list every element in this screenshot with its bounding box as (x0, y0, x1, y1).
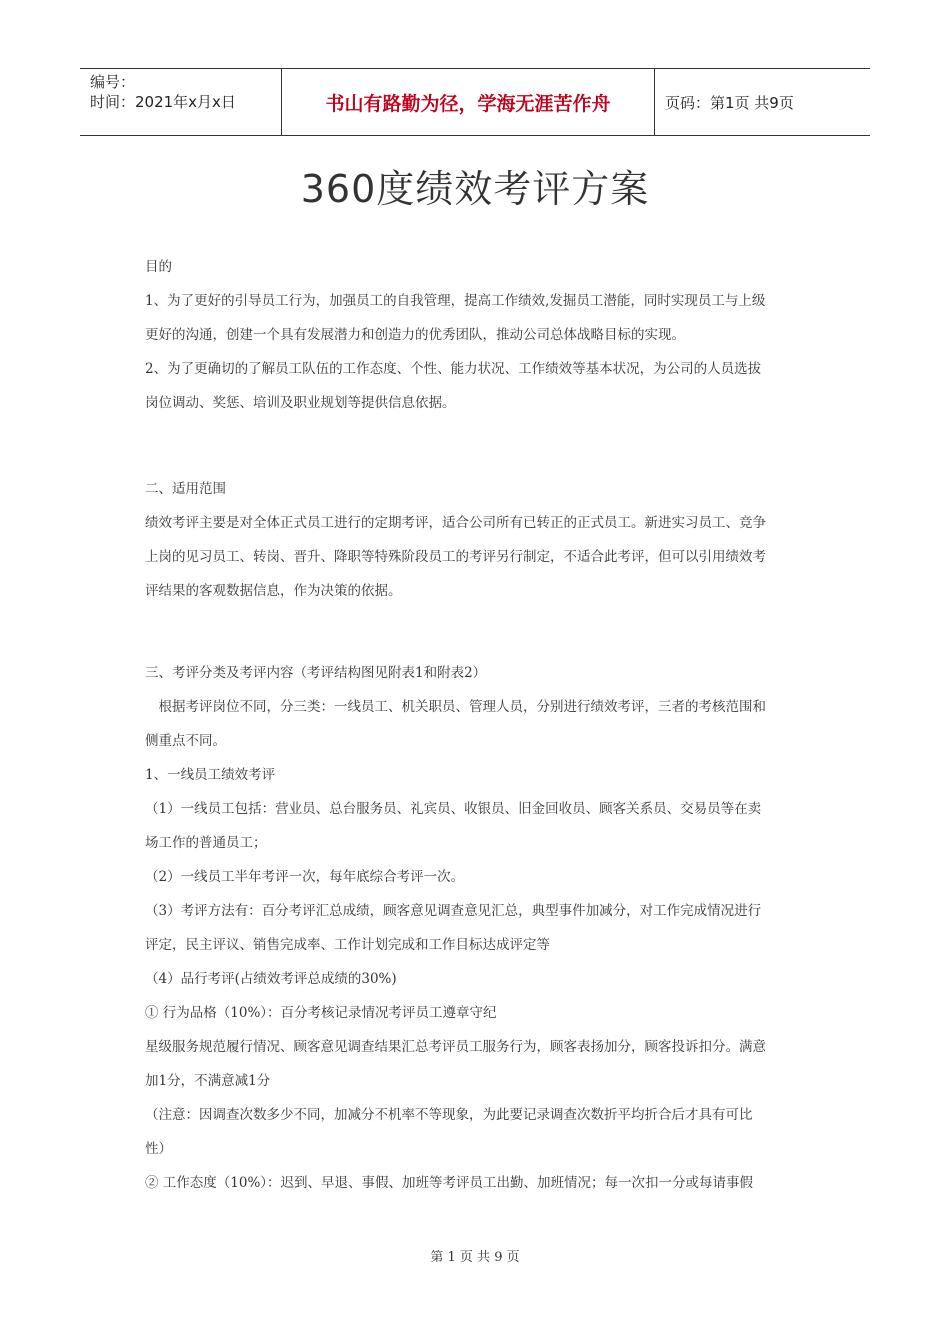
paragraph: 评结果的客观数据信息，作为决策的依据。 (145, 583, 402, 599)
page-footer: 第 1 页 共 9 页 (430, 1250, 520, 1265)
paragraph: （1）一线员工包括：营业员、总台服务员、礼宾员、收银员、旧金回收员、顾客关系员、交易员等在卖 (145, 801, 762, 817)
paragraph: 星级服务规范履行情况、顾客意见调查结果汇总考评员工服务行为，顾客表扬加分，顾客投诉扣分。满意 (145, 1039, 766, 1055)
paragraph: 绩效考评主要是对全体正式员工进行的定期考评，适合公司所有已转正的正式员工。新进实习员工、竞争 (145, 515, 766, 531)
paragraph: 评定，民主评议、销售完成率、工作计划完成和工作目标达成评定等 (145, 937, 550, 953)
paragraph: （注意：因调查次数多少不同，加减分不机率不等现象，为此要记录调查次数折平均折合后才具有可比 (145, 1107, 753, 1123)
paragraph: 性） (145, 1141, 172, 1157)
paragraph: 更好的沟通，创建一个具有发展潜力和创造力的优秀团队，推动公司总体战略目标的实现。 (145, 327, 685, 343)
paragraph: （3）考评方法有：百分考评汇总成绩，顾客意见调查意见汇总，典型事件加减分，对工作完成情况进行 (145, 903, 762, 919)
paragraph: 侧重点不同。 (145, 733, 226, 749)
paragraph: 场工作的普通员工； (145, 835, 267, 851)
header-meta (80, 69, 282, 135)
paragraph: 加1分，不满意减1分 (145, 1073, 271, 1089)
paragraph: 1、为了更好的引导员工行为，加强员工的自我管理，提高工作绩效,发掘员工潜能，同时实现员工与上级 (145, 293, 766, 309)
paragraph: 上岗的见习员工、转岗、晋升、降职等特殊阶段员工的考评另行制定，不适合此考评，但可以引用绩效考 (145, 549, 766, 565)
document-title: 360度绩效考评方案 (300, 167, 650, 211)
page-header (80, 68, 870, 136)
paragraph: ② 工作态度（10%）：迟到、早退、事假、加班等考评员工出勤、加班情况；每一次扣一分或每请事假 (145, 1175, 754, 1191)
category-heading: 三、考评分类及考评内容（考评结构图见附表1和附表2） (145, 665, 487, 681)
header-page-info: 页码：第1页 共9页 (665, 93, 794, 112)
header-motto: 书山有路勤为径，学海无涯苦作舟 (282, 69, 655, 135)
paragraph: 2、为了更确切的了解员工队伍的工作态度、个性、能力状况、工作绩效等基本状况，为公司的人员选拔 (145, 361, 762, 377)
paragraph: 岗位调动、奖惩、培训及职业规划等提供信息依据。 (145, 395, 456, 411)
paragraph: （4）品行考评(占绩效考评总成绩的30%) (145, 971, 397, 987)
date-label: 时间：2021年x月x日 (90, 93, 236, 111)
paragraph: ① 行为品格（10%）：百分考核记录情况考评员工遵章守纪 (145, 1005, 497, 1021)
number-label: 编号： (90, 73, 136, 91)
paragraph: （2）一线员工半年考评一次，每年底综合考评一次。 (145, 869, 465, 885)
subsection-heading: 1、一线员工绩效考评 (145, 767, 276, 783)
document-body (145, 250, 810, 1200)
paragraph: 根据考评岗位不同，分三类：一线员工、机关职员、管理人员，分别进行绩效考评，三者的考核范围和 (145, 699, 766, 715)
scope-heading: 二、适用范围 (145, 481, 226, 497)
purpose-heading: 目的 (145, 259, 172, 275)
